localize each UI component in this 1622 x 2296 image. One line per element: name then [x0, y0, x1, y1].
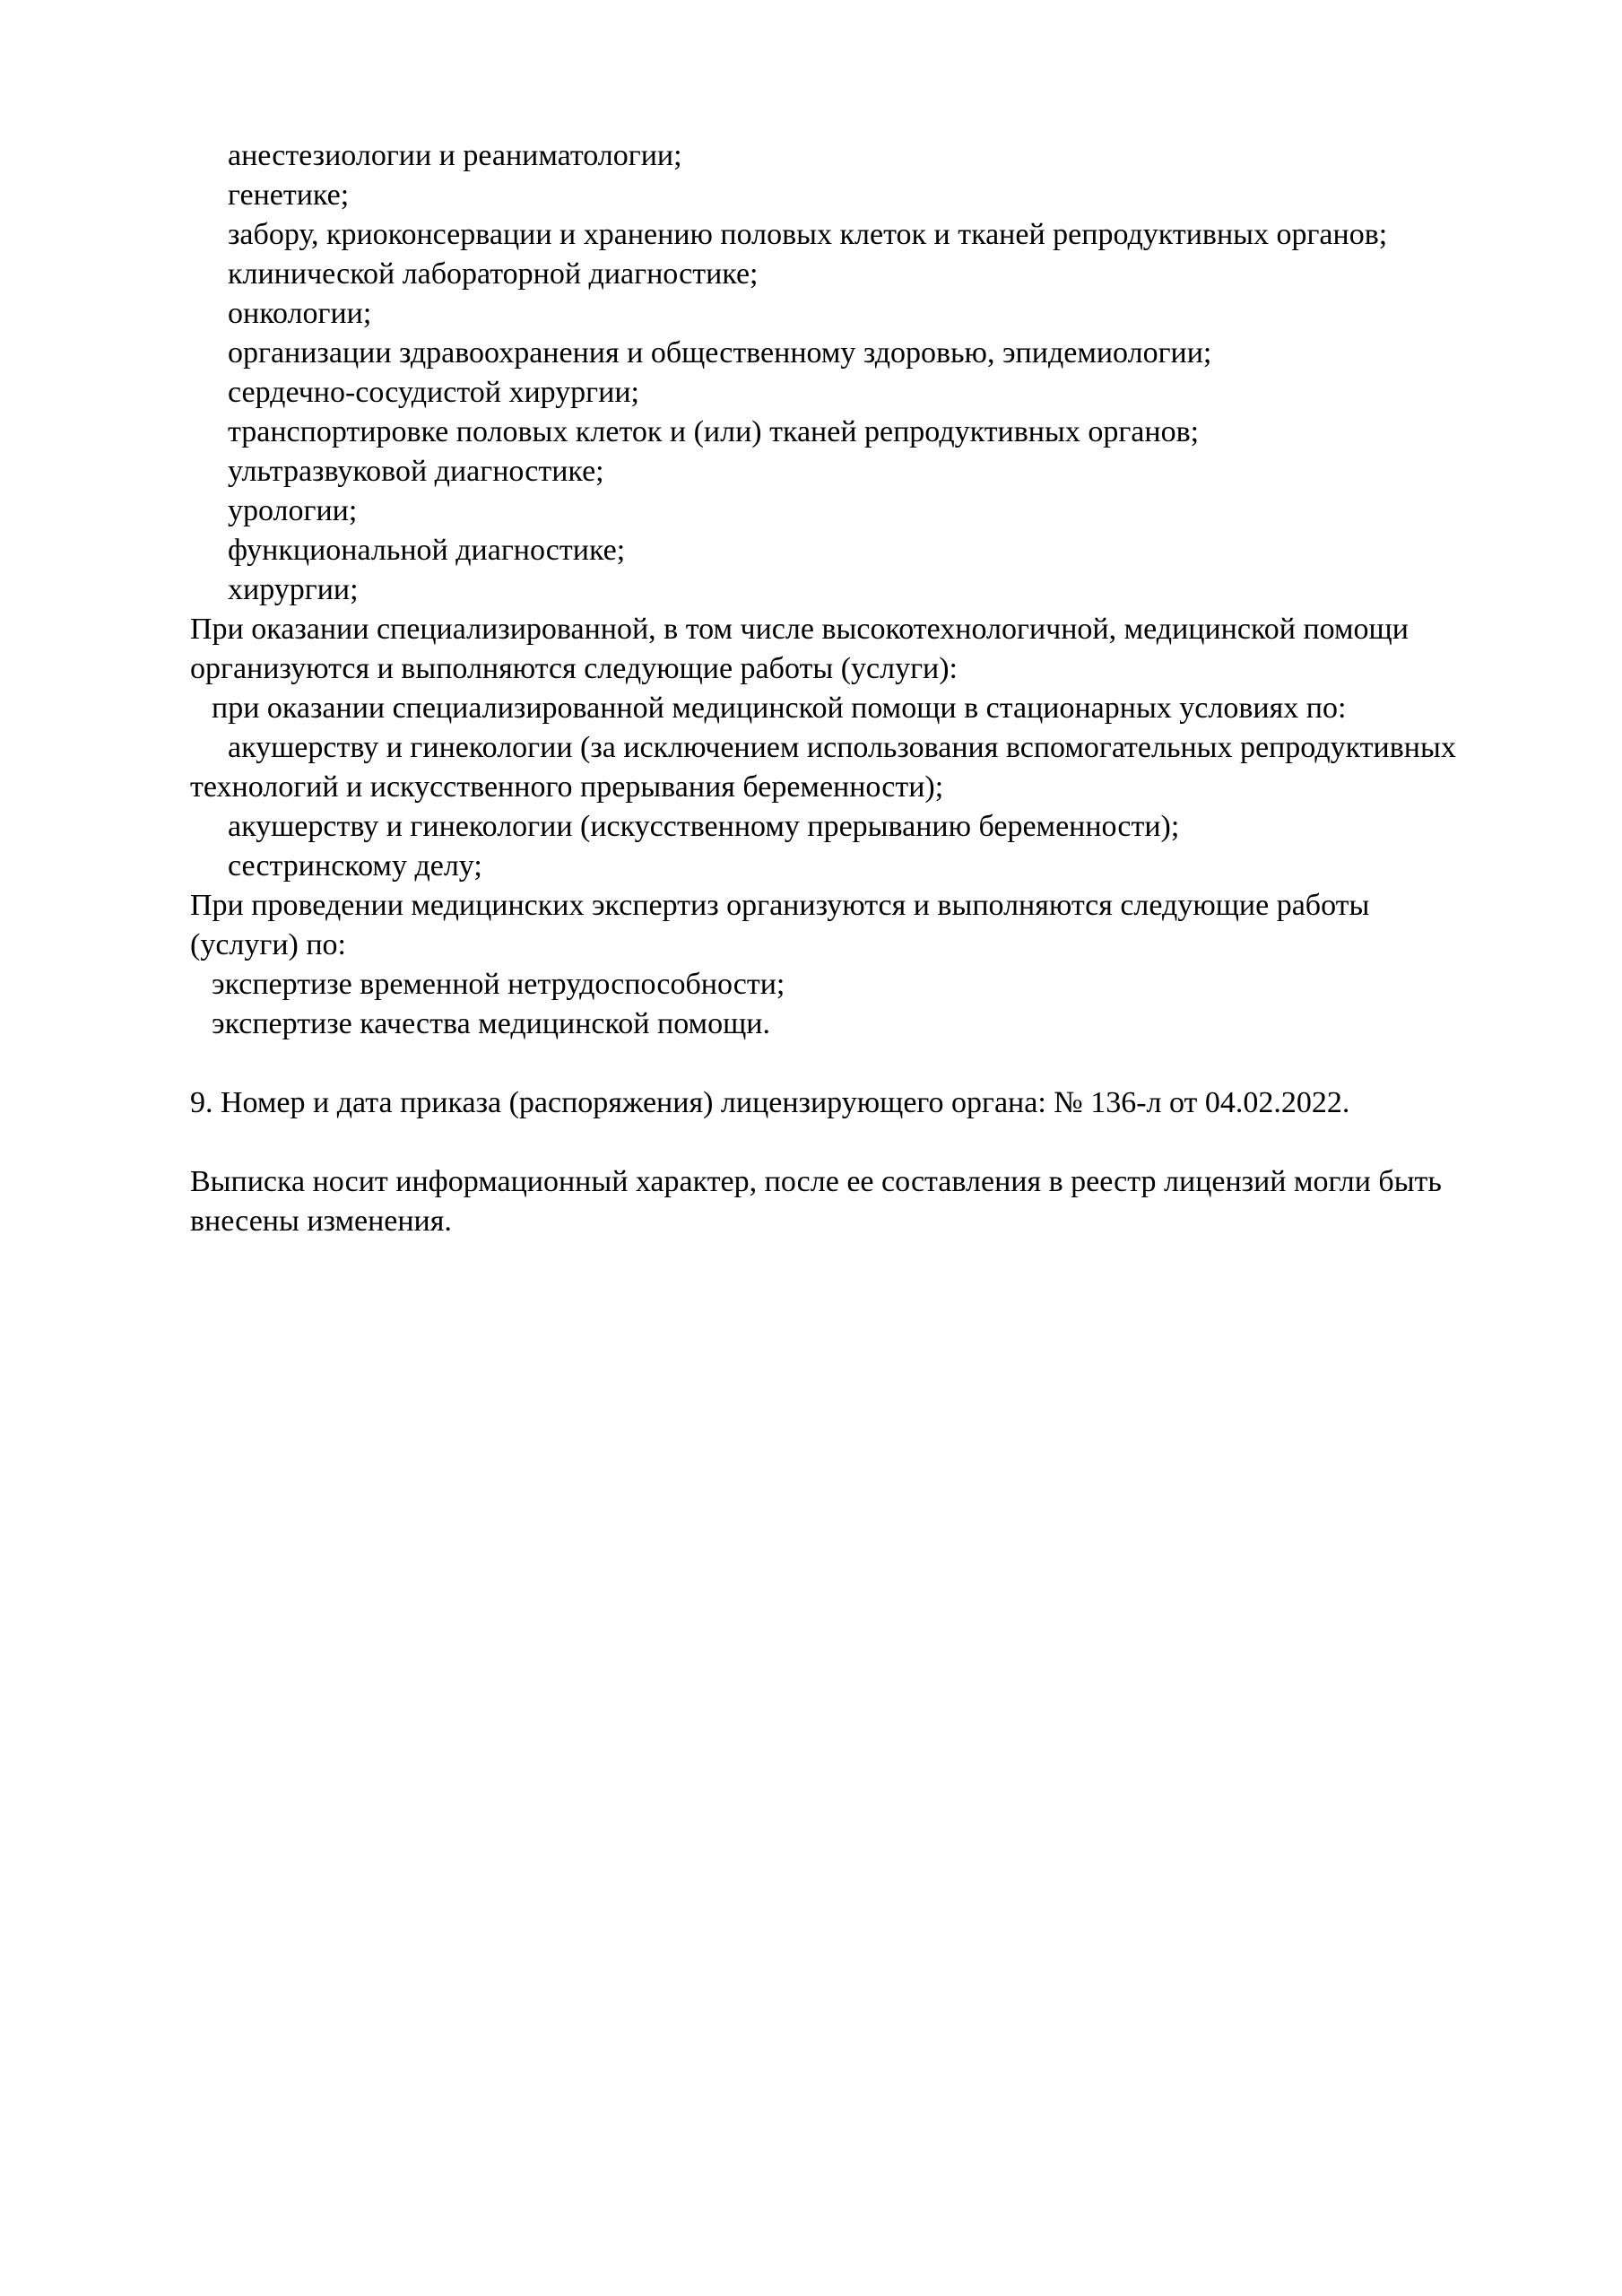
- text-line: технологий и искусственного прерывания беременности);: [190, 770, 944, 804]
- text-line: Выписка носит информационный характер, после ее составления в реестр лицензий могли быть: [190, 1165, 1442, 1198]
- text-line: (услуги) по:: [190, 928, 346, 961]
- text-line: клинической лабораторной диагностике;: [228, 257, 759, 291]
- text-line: организации здравоохранения и общественному здоровью, эпидемиологии;: [228, 336, 1212, 370]
- text-line: при оказании специализированной медицинской помощи в стационарных условиях по:: [212, 691, 1347, 725]
- text-line: организуются и выполняются следующие работы (услуги):: [190, 652, 958, 685]
- text-line: функциональной диагностике;: [228, 534, 626, 567]
- blank-line: [190, 1123, 1622, 1162]
- blank-line: [190, 1044, 1622, 1083]
- text-line: транспортировке половых клеток и (или) тканей репродуктивных органов;: [228, 415, 1200, 448]
- text-line: сестринскому делу;: [228, 849, 482, 883]
- text-line: хирургии;: [228, 573, 359, 606]
- text-line: сердечно-сосудистой хирургии;: [228, 376, 639, 409]
- text-line: анестезиологии и реаниматологии;: [228, 139, 682, 172]
- text-line: внесены изменения.: [190, 1205, 452, 1238]
- text-line: ультразвуковой диагностике;: [228, 455, 604, 488]
- text-line: акушерству и гинекологии (искусственному прерыванию беременности);: [228, 810, 1180, 843]
- text-line: При оказании специализированной, в том числе высокотехнологичной, медицинской помощи: [190, 613, 1409, 646]
- text-line: 9. Номер и дата приказа (распоряжения) лицензирующего органа: № 136-л от 04.02.2022.: [190, 1086, 1350, 1119]
- text-line: урологии;: [228, 494, 358, 527]
- text-line: генетике;: [228, 178, 350, 212]
- text-line: экспертизе качества медицинской помощи.: [212, 1007, 770, 1040]
- text-line: При проведении медицинских экспертиз организуются и выполняются следующие работы: [190, 889, 1370, 922]
- text-line: акушерству и гинекологии (за исключением использования вспомогательных репродуктивных: [228, 731, 1456, 764]
- text-line: экспертизе временной нетрудоспособности;: [212, 968, 785, 1001]
- document-body: [190, 136, 1622, 1241]
- text-line: забору, криоконсервации и хранению половых клеток и тканей репродуктивных органов;: [228, 218, 1388, 251]
- text-line: онкологии;: [228, 297, 372, 330]
